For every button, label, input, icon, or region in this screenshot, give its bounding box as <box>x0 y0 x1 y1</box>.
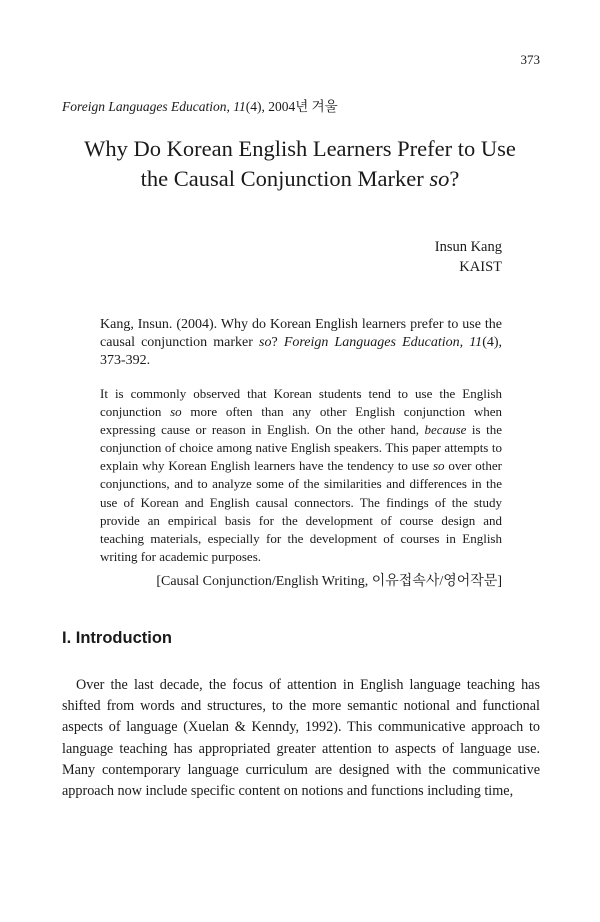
citation-emphasis: so <box>259 335 272 350</box>
title-line-1: Why Do Korean English Learners Prefer to Use <box>84 136 516 161</box>
title-line-2: the Causal Conjunction Marker <box>140 166 430 191</box>
abstract-emphasis-1: so <box>170 404 182 420</box>
citation-part-3: (4), 373-392. <box>100 335 503 368</box>
citation <box>100 316 502 370</box>
abstract-part-2: more often than any other English conjunction when expressing cause or reason in English. On the other hand, <box>100 404 502 438</box>
section-heading: I. Introduction <box>62 629 172 647</box>
citation-journal: Foreign Languages Education, 11 <box>283 335 483 350</box>
citation-part-2: ? <box>271 335 284 350</box>
journal-title: Foreign Languages Education, 11 <box>62 99 246 114</box>
keywords: [Causal Conjunction/English Writing, 이유접속사/영어작문] <box>156 574 502 589</box>
page-number: 373 <box>520 52 540 67</box>
article-title <box>40 134 560 194</box>
abstract <box>100 385 502 566</box>
body-paragraph-text: Over the last decade, the focus of attention in English language teaching has shifted from words and structures, to the more semantic notional and functional aspects of language (Xuelan & Kenndy, 1992). This communicative approach to language teaching has appropriated greater attention to aspects of language use. Many contemporary language curriculum are designed with the communicative approach now include specific content on notions and functions including time, <box>62 677 540 800</box>
author-block <box>435 237 502 277</box>
title-emphasis: so <box>429 166 450 191</box>
abstract-emphasis-3: so <box>432 458 445 474</box>
abstract-part-1: It is commonly observed that Korean students tend to use the English conjunction <box>100 386 502 420</box>
abstract-part-3: is the conjunction of choice among native English speakers. This paper attempts to explain why Korean English learners have the tendency to use <box>100 422 503 474</box>
author-affiliation: KAIST <box>459 259 502 275</box>
author-name: Insun Kang <box>434 239 502 255</box>
title-question-mark: ? <box>449 166 460 191</box>
journal-header <box>62 95 338 115</box>
journal-issue: (4), 2004년 겨울 <box>245 99 338 114</box>
body-paragraph <box>62 675 540 802</box>
abstract-emphasis-2: because <box>424 422 467 438</box>
citation-part-1: Kang, Insun. (2004). Why do Korean English learners prefer to use the causal conjunction marker <box>100 317 502 350</box>
abstract-part-4: over other conjunctions, and to analyze some of the similarities and differences in the use of Korean and English causal connectors. The findings of the study provide an empirical basis for the development of course design and teaching materials, especially for the development of courses in English writing for academic purposes. <box>100 458 503 564</box>
